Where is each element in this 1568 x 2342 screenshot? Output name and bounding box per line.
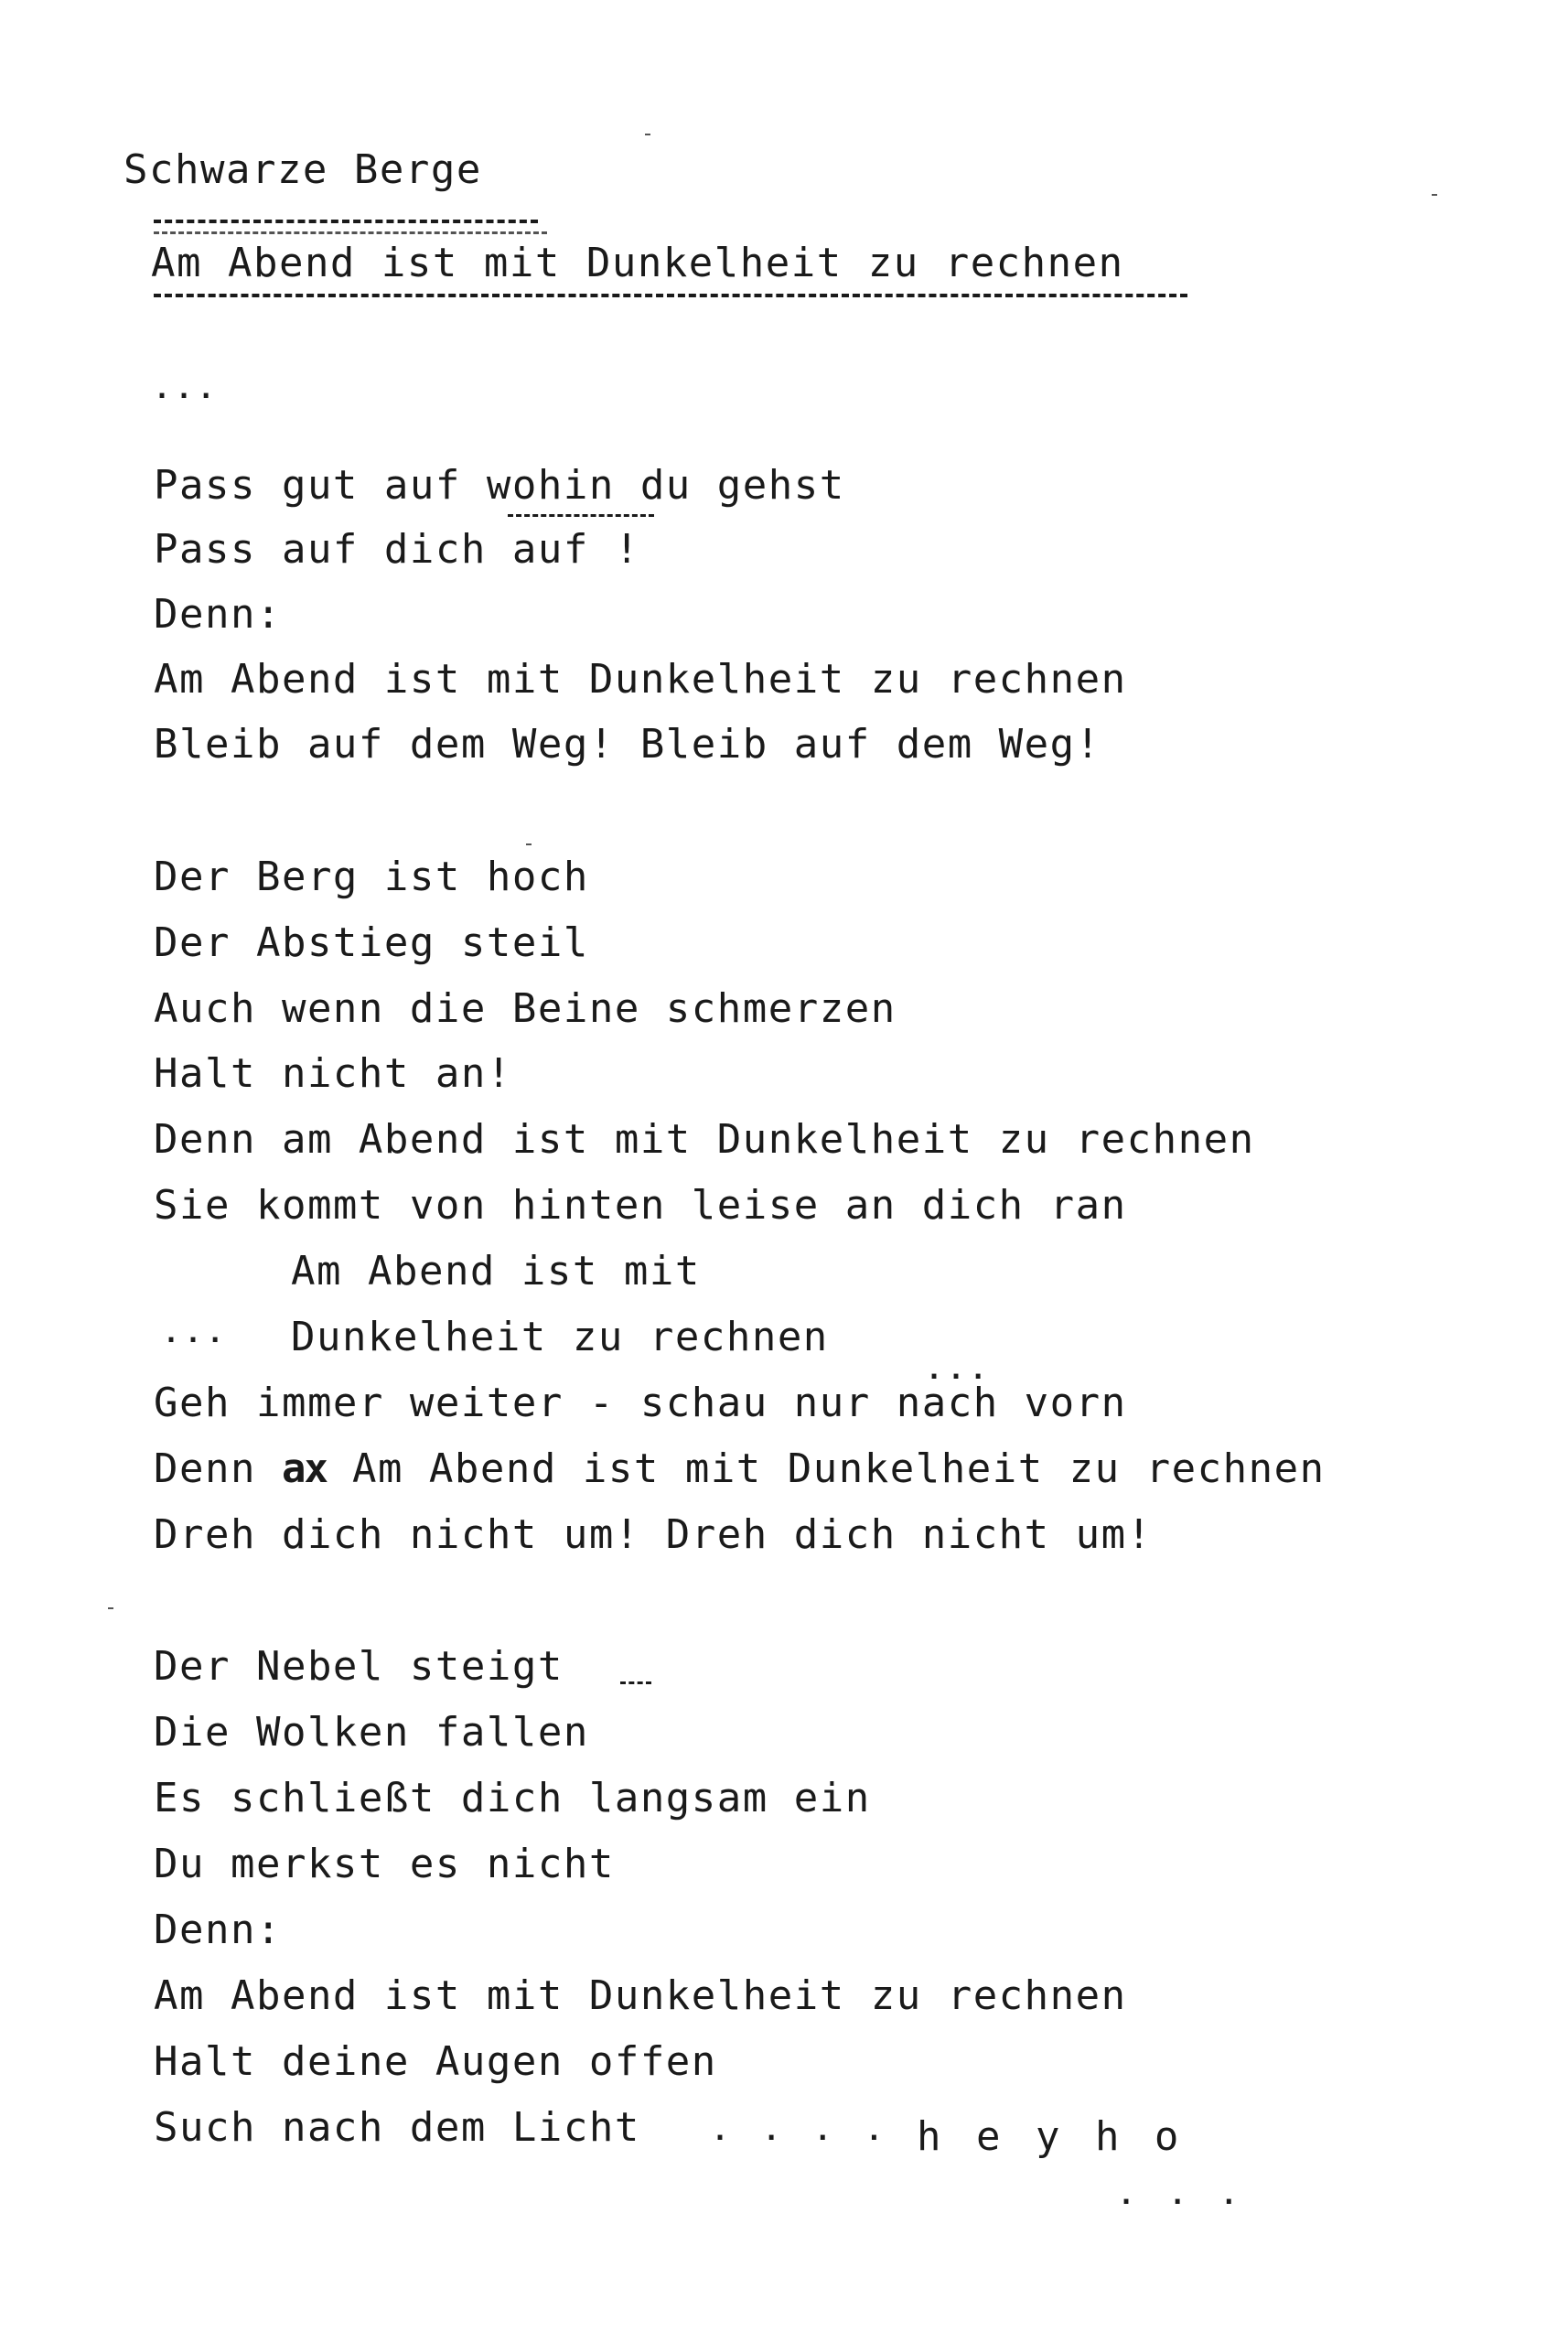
verse-line: Du merkst es nicht	[154, 1841, 615, 1887]
verse-line: Dreh dich nicht um! Dreh dich nicht um!	[154, 1511, 1153, 1558]
verse-line: Pass gut auf wohin du gehst	[154, 462, 845, 509]
verse-line: Such nach dem Licht	[154, 2104, 640, 2151]
verse-line: Am Abend ist mit Dunkelheit zu rechnen	[154, 1972, 1127, 2019]
verse-line: Halt deine Augen offen	[154, 2038, 717, 2085]
verse-line: Der Nebel steigt	[154, 1643, 564, 1690]
verse-line: Halt nicht an!	[154, 1050, 512, 1097]
verse-line: Am Abend ist mit Dunkelheit zu rechnen	[154, 656, 1127, 703]
struck-out-text: ax	[281, 1445, 327, 1492]
ellipsis-marker: ...	[163, 1317, 230, 1349]
ellipsis-intro: ...	[154, 373, 220, 405]
verse-line: Auch wenn die Beine schmerzen	[154, 985, 897, 1032]
verse-line: Geh immer weiter - schau nur nach vorn	[154, 1380, 1127, 1426]
verse-fragment: Am Abend ist mit Dunkelheit zu rechnen	[351, 1445, 1326, 1492]
document-subtitle: Am Abend ist mit Dunkelheit zu rechnen	[151, 240, 1124, 286]
verse-ending: h e y h o	[917, 2113, 1185, 2160]
verse-line: Es schließt dich langsam ein	[154, 1775, 871, 1821]
verse-line-indented: Am Abend ist mit	[291, 1248, 701, 1295]
verse-line-indented: Dunkelheit zu rechnen	[291, 1314, 829, 1360]
title-underline	[154, 220, 538, 223]
document-title: Schwarze Berge	[124, 146, 482, 193]
verse-line: Die Wolken fallen	[154, 1709, 589, 1756]
verse-line: Denn:	[154, 591, 282, 638]
word-underline	[508, 514, 654, 517]
verse-line: Sie kommt von hinten leise an dich ran	[154, 1182, 1127, 1229]
verse-word: Denn	[154, 1445, 256, 1492]
ellipsis-marker: ...	[926, 1354, 993, 1386]
verse-line: Denn am Abend ist mit Dunkelheit zu rechnen	[154, 1116, 1255, 1163]
paper-speck	[645, 134, 650, 135]
ellipsis-marker: . . . .	[712, 2115, 892, 2147]
verse-line	[154, 1445, 1326, 1493]
verse-line: Bleib auf dem Weg! Bleib auf dem Weg!	[154, 721, 1101, 768]
subtitle-underline	[154, 294, 1187, 297]
verse-line: Denn:	[154, 1907, 282, 1953]
verse-line: Pass auf dich auf !	[154, 526, 640, 573]
correction-mark	[620, 1681, 651, 1684]
paper-speck	[526, 843, 532, 845]
title-double-underline	[154, 231, 547, 234]
paper-speck	[1432, 194, 1437, 196]
verse-line: Der Berg ist hoch	[154, 854, 589, 900]
paper-speck	[108, 1607, 113, 1609]
verse-line: Der Abstieg steil	[154, 919, 589, 966]
ellipsis-final: . . .	[1118, 2179, 1247, 2211]
